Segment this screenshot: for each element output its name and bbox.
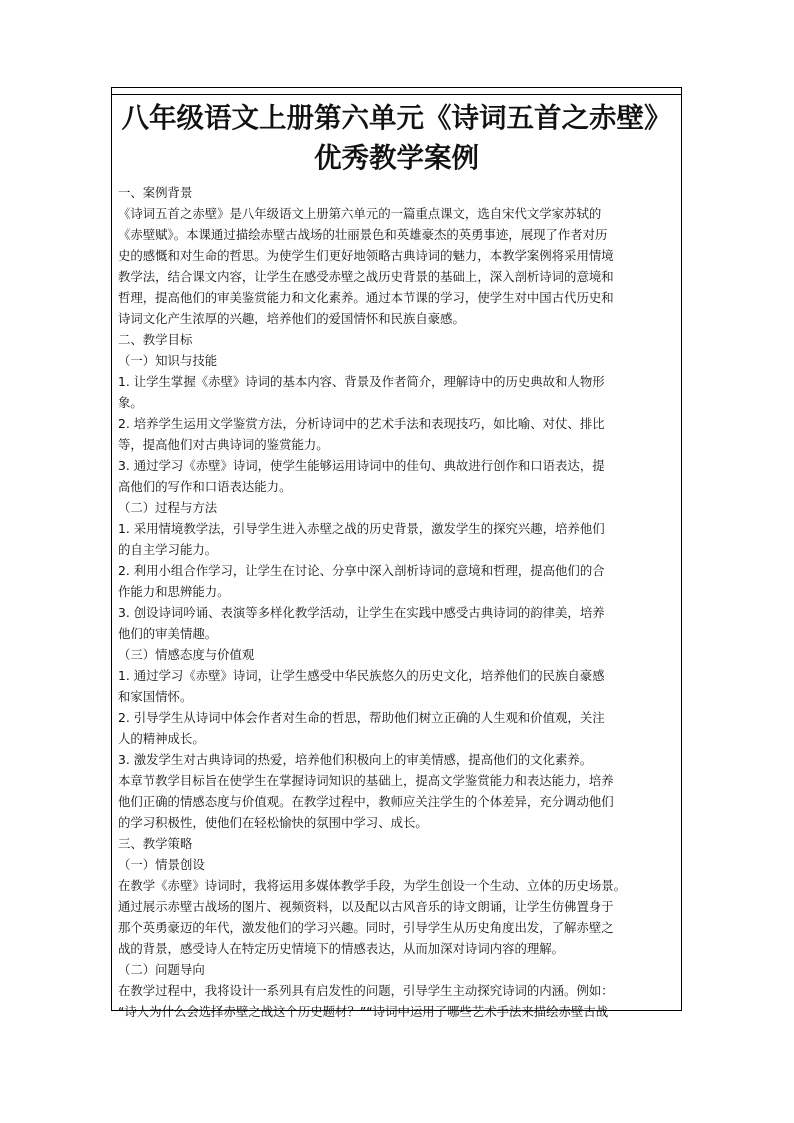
text-line: 作能力和思辨能力。 <box>118 584 230 599</box>
text-line: 人的精神成长。 <box>118 731 205 746</box>
text-line: （一）知识与技能 <box>118 353 218 368</box>
text-line: 的自主学习能力。 <box>118 542 218 557</box>
document-frame <box>111 87 682 1019</box>
text-line: 1. 通过学习《赤壁》诗词，让学生感受中华民族悠久的历史文化，培养他们的民族自豪感 <box>118 668 605 683</box>
text-line: （一）情景创设 <box>118 857 205 872</box>
text-line: 1. 让学生掌握《赤壁》诗词的基本内容、背景及作者简介，理解诗中的历史典故和人物形 <box>118 374 605 389</box>
text-line: 他们正确的情感态度与价值观。在教学过程中，教师应关注学生的个体差异，充分调动他们 <box>118 794 614 809</box>
text-line: 史的感慨和对生命的哲思。为使学生们更好地领略古典诗词的魅力，本教学案例将采用情境 <box>118 248 614 263</box>
text-line: 的学习积极性，使他们在轻松愉快的氛围中学习、成长。 <box>118 815 428 830</box>
text-line: 那个英勇豪迈的年代，激发他们的学习兴趣。同时，引导学生从历史角度出发，了解赤壁之 <box>118 920 614 935</box>
text-line: 本章节教学目标旨在使学生在掌握诗词知识的基础上，提高文学鉴赏能力和表达能力，培养 <box>118 773 614 788</box>
text-line: 2. 引导学生从诗词中体会作者对生命的哲思，帮助他们树立正确的人生观和价值观，关注 <box>118 710 605 725</box>
text-line: 战的背景，感受诗人在特定历史情境下的情感表达，从而加深对诗词内容的理解。 <box>118 941 565 956</box>
page-title <box>112 98 681 178</box>
text-line: 2. 培养学生运用文学鉴赏方法，分析诗词中的艺术手法和表现技巧，如比喻、对仗、排比 <box>118 416 605 431</box>
text-line: （二）问题导向 <box>118 962 205 977</box>
text-line: 教学法，结合课文内容，让学生在感受赤壁之战历史背景的基础上，深入剖析诗词的意境和 <box>118 269 614 284</box>
text-line: 二、教学目标 <box>118 332 193 347</box>
text-line: 一、案例背景 <box>118 185 193 200</box>
text-line: 在教学《赤壁》诗词时，我将运用多媒体教学手段，为学生创设一个生动、立体的历史场景。 <box>118 878 627 893</box>
text-line: 诗词文化产生浓厚的兴趣，培养他们的爱国情怀和民族自豪感。 <box>118 311 465 326</box>
text-line: 3. 创设诗词吟诵、表演等多样化教学活动，让学生在实践中感受古典诗词的韵律美，培养 <box>118 605 605 620</box>
text-line: 高他们的写作和口语表达能力。 <box>118 479 292 494</box>
text-line: 三、教学策略 <box>118 836 193 851</box>
text-line: 象。 <box>118 395 143 410</box>
text-line: 哲理，提高他们的审美鉴赏能力和文化素养。通过本节课的学习，使学生对中国古代历史和 <box>118 290 614 305</box>
text-line: 在教学过程中，我将设计一系列具有启发性的问题，引导学生主动探究诗词的内涵。例如： <box>118 983 614 998</box>
text-line: （二）过程与方法 <box>118 500 218 515</box>
title-line-1: 八年级语文上册第六单元《诗词五首之赤壁》 <box>121 102 672 134</box>
top-rule <box>112 94 681 95</box>
title-line-2: 优秀教学案例 <box>314 142 479 174</box>
text-line: 3. 通过学习《赤壁》诗词，使学生能够运用诗词中的佳句、典故进行创作和口语表达，提 <box>118 458 605 473</box>
text-line: 2. 利用小组合作学习，让学生在讨论、分享中深入剖析诗词的意境和哲理，提高他们的合 <box>118 563 605 578</box>
text-line: 他们的审美情趣。 <box>118 626 218 641</box>
text-line: 《赤壁赋》。本课通过描绘赤壁古战场的壮丽景色和英雄豪杰的英勇事迹，展现了作者对历 <box>118 227 608 242</box>
text-line: （三）情感态度与价值观 <box>118 647 255 662</box>
text-line: 和家国情怀。 <box>118 689 193 704</box>
text-line: 《诗词五首之赤壁》是八年级语文上册第六单元的一篇重点课文，选自宋代文学家苏轼的 <box>118 206 602 221</box>
text-line: 3. 激发学生对古典诗词的热爱，培养他们积极向上的审美情感，提高他们的文化素养。 <box>118 752 593 767</box>
document-body <box>112 178 681 1022</box>
text-line: 等，提高他们对古典诗词的鉴赏能力。 <box>118 437 329 452</box>
text-line: “诗人为什么会选择赤壁之战这个历史题材？”“诗词中运用了哪些艺术手法来描绘赤壁古战 <box>118 1004 609 1019</box>
text-line: 通过展示赤壁古战场的图片、视频资料，以及配以古风音乐的诗文朗诵，让学生仿佛置身于 <box>118 899 614 914</box>
text-line: 1. 采用情境教学法，引导学生进入赤壁之战的历史背景，激发学生的探究兴趣，培养他们 <box>118 521 605 536</box>
